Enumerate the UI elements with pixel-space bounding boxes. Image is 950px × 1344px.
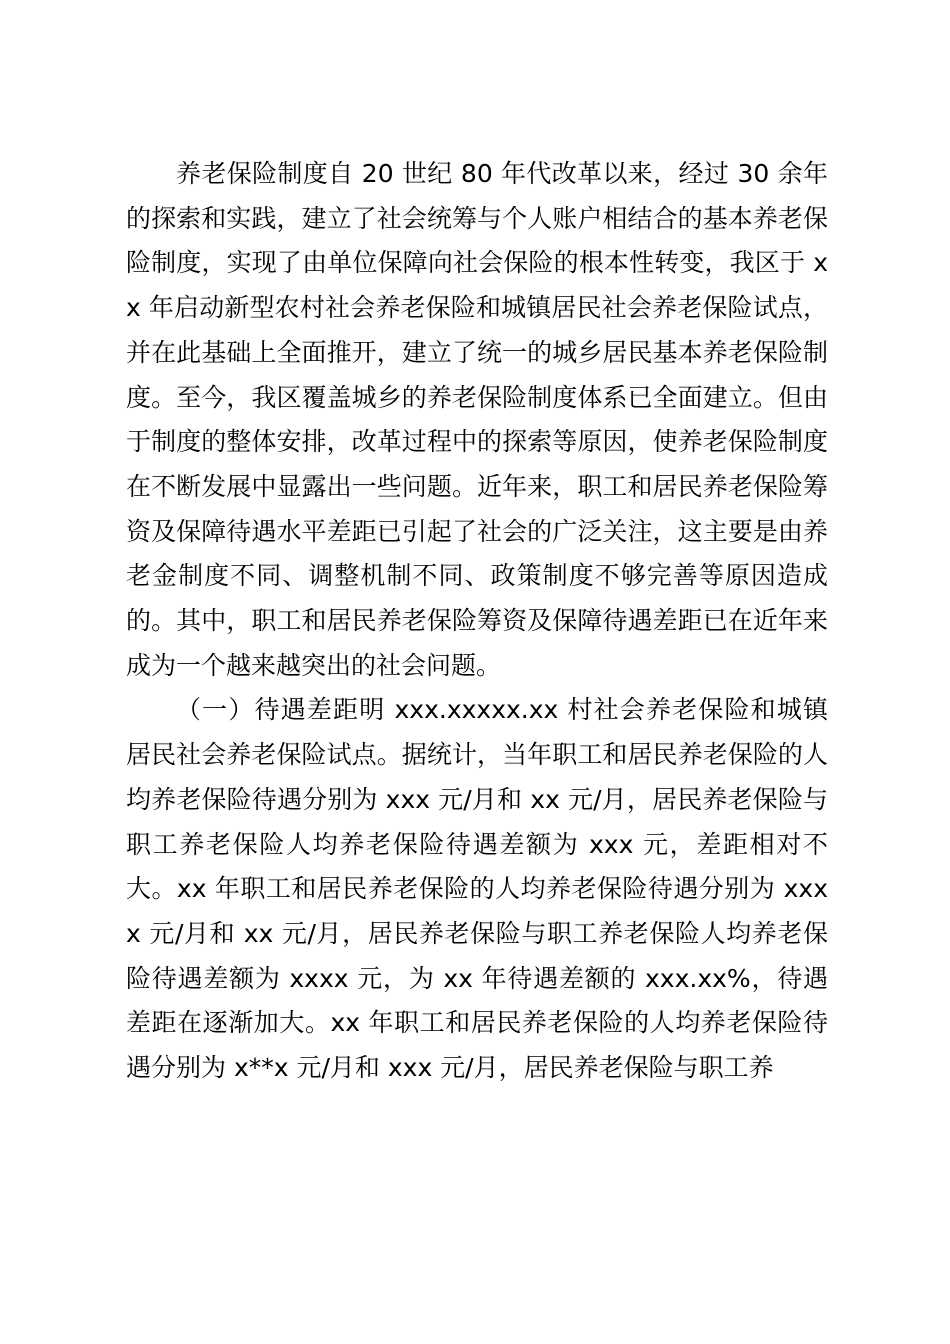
document-body [126, 152, 828, 1091]
paragraph-section-one: （一）待遇差距明 xxx.xxxxx.xx 村社会养老保险和城镇居民社会养老保险试点。据统计，当年职工和居民养老保险的人均养老保险待遇分别为 xxx 元/月和 xx 元/月，居民养老保险与职工养老保险人均养老保险待遇差额为 xxx 元，差距相对不大。xx 年职工和居民养老保险的人均养老保险待遇分别为 xxxx 元/月和 xx 元/月，居民养老保险与职工养老保险人均养老保险待遇差额为 xxxx 元，为 xx 年待遇差额的 xxx.xx%，待遇差距在逐渐加大。xx 年职工和居民养老保险的人均养老保险待遇分别为 x**x 元/月和 xxx 元/月，居民养老保险与职工养 [126, 695, 828, 1083]
paragraph-intro: 养老保险制度自 20 世纪 80 年代改革以来，经过 30 余年的探索和实践，建立了社会统筹与个人账户相结合的基本养老保险制度，实现了由单位保障向社会保险的根本性转变，我区于 xx 年启动新型农村社会养老保险和城镇居民社会养老保险试点，并在此基础上全面推开，建立了统一的城乡居民基本养老保险制度。至今，我区覆盖城乡的养老保险制度体系已全面建立。但由于制度的整体安排，改革过程中的探索等原因，使养老保险制度在不断发展中显露出一些问题。近年来，职工和居民养老保险筹资及保障待遇水平差距已引起了社会的广泛关注，这主要是由养老金制度不同、调整机制不同、政策制度不够完善等原因造成的。其中，职工和居民养老保险筹资及保障待遇差距已在近年来成为一个越来越突出的社会问题。 [126, 159, 828, 680]
